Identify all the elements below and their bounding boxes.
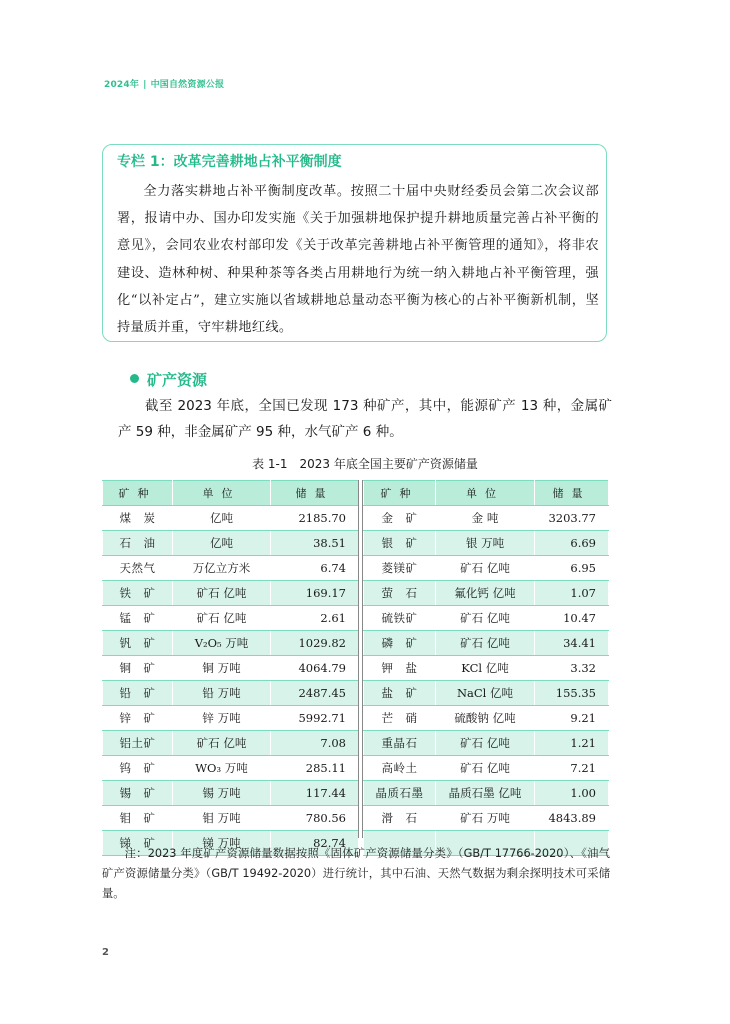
table-row <box>364 731 609 756</box>
reserve-cell: 10.47 <box>535 606 609 631</box>
reserve-cell: 5992.71 <box>271 706 359 731</box>
unit-cell: 矿石 亿吨 <box>173 731 271 756</box>
unit-cell: 钼 万吨 <box>173 806 271 831</box>
unit-cell: 铅 万吨 <box>173 681 271 706</box>
header-unit: 单位 <box>173 481 271 506</box>
table-row <box>364 806 609 831</box>
reserve-cell: 169.17 <box>271 581 359 606</box>
unit-cell: 银 万吨 <box>436 531 535 556</box>
table-row <box>103 556 359 581</box>
table-row <box>103 756 359 781</box>
reserve-cell: 6.69 <box>535 531 609 556</box>
mineral-cell: 滑 石 <box>364 806 436 831</box>
mineral-cell: 煤 炭 <box>103 506 173 531</box>
header-mineral: 矿种 <box>364 481 436 506</box>
table-row <box>103 531 359 556</box>
reserve-cell: 6.74 <box>271 556 359 581</box>
unit-cell: 矿石 亿吨 <box>173 606 271 631</box>
table-row <box>364 631 609 656</box>
unit-cell: V₂O₅ 万吨 <box>173 631 271 656</box>
header-reserve: 储量 <box>535 481 609 506</box>
reserve-cell: 3.32 <box>535 656 609 681</box>
unit-cell: NaCl 亿吨 <box>436 681 535 706</box>
unit-cell: 矿石 万吨 <box>436 806 535 831</box>
body-paragraph: 截至 2023 年底，全国已发现 173 种矿产，其中，能源矿产 13 种，金属矿产 59 种，非金属矿产 95 种，水气矿产 6 种。 <box>118 398 612 440</box>
reserve-cell: 2185.70 <box>271 506 359 531</box>
table-row <box>103 656 359 681</box>
mineral-cell: 锌 矿 <box>103 706 173 731</box>
unit-cell: 矿石 亿吨 <box>436 606 535 631</box>
mineral-cell: 钾 盐 <box>364 656 436 681</box>
table-row <box>364 656 609 681</box>
table-row <box>103 806 359 831</box>
mineral-cell: 芒 硝 <box>364 706 436 731</box>
mineral-cell: 盐 矿 <box>364 681 436 706</box>
reserve-cell: 117.44 <box>271 781 359 806</box>
table-row <box>103 781 359 806</box>
mineral-cell: 银 矿 <box>364 531 436 556</box>
header-year: 2024年 <box>104 80 140 90</box>
table-row <box>364 556 609 581</box>
mineral-cell: 菱镁矿 <box>364 556 436 581</box>
table-row <box>364 506 609 531</box>
unit-cell: 锡 万吨 <box>173 781 271 806</box>
reserve-cell: 1.21 <box>535 731 609 756</box>
section-title-text: 矿产资源 <box>147 371 208 389</box>
unit-cell: 晶质石墨 亿吨 <box>436 781 535 806</box>
right-table-body <box>364 506 609 856</box>
reserves-table-left <box>102 480 359 856</box>
mineral-cell: 铁 矿 <box>103 581 173 606</box>
section-heading <box>130 369 207 390</box>
left-table-body <box>103 506 359 856</box>
reserve-cell: 4064.79 <box>271 656 359 681</box>
table-row <box>364 606 609 631</box>
reserve-cell: 3203.77 <box>535 506 609 531</box>
table-row <box>103 731 359 756</box>
reserve-cell: 155.35 <box>535 681 609 706</box>
reserve-cell: 1029.82 <box>271 631 359 656</box>
table-row <box>364 781 609 806</box>
header-unit: 单位 <box>436 481 535 506</box>
mineral-cell: 晶质石墨 <box>364 781 436 806</box>
mineral-cell: 高岭土 <box>364 756 436 781</box>
box-text: 全力落实耕地占补平衡制度改革。按照二十届中央财经委员会第二次会议部署，报请中办、国办印发实施《关于加强耕地保护提升耕地质量完善占补平衡的意见》，会同农业农村部印发《关于改革完善耕地占补平衡管理的通知》，将非农建设、造林种树、种果种茶等各类占用耕地行为统一纳入耕地占补平衡管理，强化“以补定占”，建立实施以省域耕地总量动态平衡为核心的占补平衡新机制，坚持量质并重，守牢耕地红线。 <box>117 184 599 336</box>
mineral-cell: 锡 矿 <box>103 781 173 806</box>
unit-cell: 硫酸钠 亿吨 <box>436 706 535 731</box>
table-row <box>103 506 359 531</box>
table-row <box>103 581 359 606</box>
unit-cell: 矿石 亿吨 <box>436 631 535 656</box>
mineral-cell: 钒 矿 <box>103 631 173 656</box>
header-reserve: 储量 <box>271 481 359 506</box>
unit-cell: 矿石 亿吨 <box>436 556 535 581</box>
reserve-cell: 2487.45 <box>271 681 359 706</box>
unit-cell: 矿石 亿吨 <box>436 756 535 781</box>
reserve-cell: 9.21 <box>535 706 609 731</box>
unit-cell: 金 吨 <box>436 506 535 531</box>
reserves-table-right <box>363 480 609 856</box>
reserve-cell: 82.74 <box>271 831 359 856</box>
unit-cell: 亿吨 <box>173 506 271 531</box>
mineral-cell: 重晶石 <box>364 731 436 756</box>
unit-cell: 锑 万吨 <box>173 831 271 856</box>
mineral-cell: 钨 矿 <box>103 756 173 781</box>
reserve-cell: 34.41 <box>535 631 609 656</box>
reserve-cell: 1.00 <box>535 781 609 806</box>
mineral-cell: 磷 矿 <box>364 631 436 656</box>
running-header <box>104 77 224 90</box>
mineral-cell: 钼 矿 <box>103 806 173 831</box>
unit-cell: 万亿立方米 <box>173 556 271 581</box>
table-row <box>364 531 609 556</box>
page-number: 2 <box>102 947 109 958</box>
mineral-cell: 金 矿 <box>364 506 436 531</box>
reserve-cell: 1.07 <box>535 581 609 606</box>
reserve-cell: 780.56 <box>271 806 359 831</box>
reserve-cell: 285.11 <box>271 756 359 781</box>
table-row <box>364 756 609 781</box>
table-header-row <box>103 481 359 506</box>
reserve-cell: 4843.89 <box>535 806 609 831</box>
mineral-cell: 铅 矿 <box>103 681 173 706</box>
unit-cell: KCl 亿吨 <box>436 656 535 681</box>
mineral-cell: 萤 石 <box>364 581 436 606</box>
table-row <box>103 631 359 656</box>
box-title: 专栏 1：改革完善耕地占补平衡制度 <box>117 154 342 170</box>
mineral-cell: 锰 矿 <box>103 606 173 631</box>
header-title: 中国自然资源公报 <box>150 80 225 90</box>
header-separator: | <box>143 80 147 90</box>
mineral-cell: 铜 矿 <box>103 656 173 681</box>
table-row <box>364 581 609 606</box>
reserve-cell: 2.61 <box>271 606 359 631</box>
bullet-icon <box>130 374 139 383</box>
reserve-cell: 7.21 <box>535 756 609 781</box>
reserve-cell: 38.51 <box>271 531 359 556</box>
unit-cell: 锌 万吨 <box>173 706 271 731</box>
unit-cell: WO₃ 万吨 <box>173 756 271 781</box>
reserve-cell: 6.95 <box>535 556 609 581</box>
reserve-cell: 7.08 <box>271 731 359 756</box>
unit-cell: 氟化钙 亿吨 <box>436 581 535 606</box>
header-mineral: 矿种 <box>103 481 173 506</box>
mineral-cell: 石 油 <box>103 531 173 556</box>
unit-cell: 铜 万吨 <box>173 656 271 681</box>
table-row <box>103 606 359 631</box>
table-note: 注：2023 年度矿产资源储量数据按照《固体矿产资源储量分类》（GB/T 17766-2020）、《油气矿产资源储量分类》（GB/T 19492-2020）进行统计，其中石油、天然气数据为剩余探明技术可采储量。 <box>102 847 610 900</box>
table-row <box>103 681 359 706</box>
table-row <box>364 706 609 731</box>
table-row <box>364 681 609 706</box>
mineral-cell: 天然气 <box>103 556 173 581</box>
table-row <box>103 706 359 731</box>
table-header-row <box>364 481 609 506</box>
table-caption: 表 1-1 2023 年底全国主要矿产资源储量 <box>252 457 478 471</box>
mineral-cell: 铝土矿 <box>103 731 173 756</box>
mineral-cell: 硫铁矿 <box>364 606 436 631</box>
mineral-cell: 锑 矿 <box>103 831 173 856</box>
unit-cell: 矿石 亿吨 <box>173 581 271 606</box>
unit-cell: 亿吨 <box>173 531 271 556</box>
sidebar-box <box>102 144 607 342</box>
unit-cell: 矿石 亿吨 <box>436 731 535 756</box>
